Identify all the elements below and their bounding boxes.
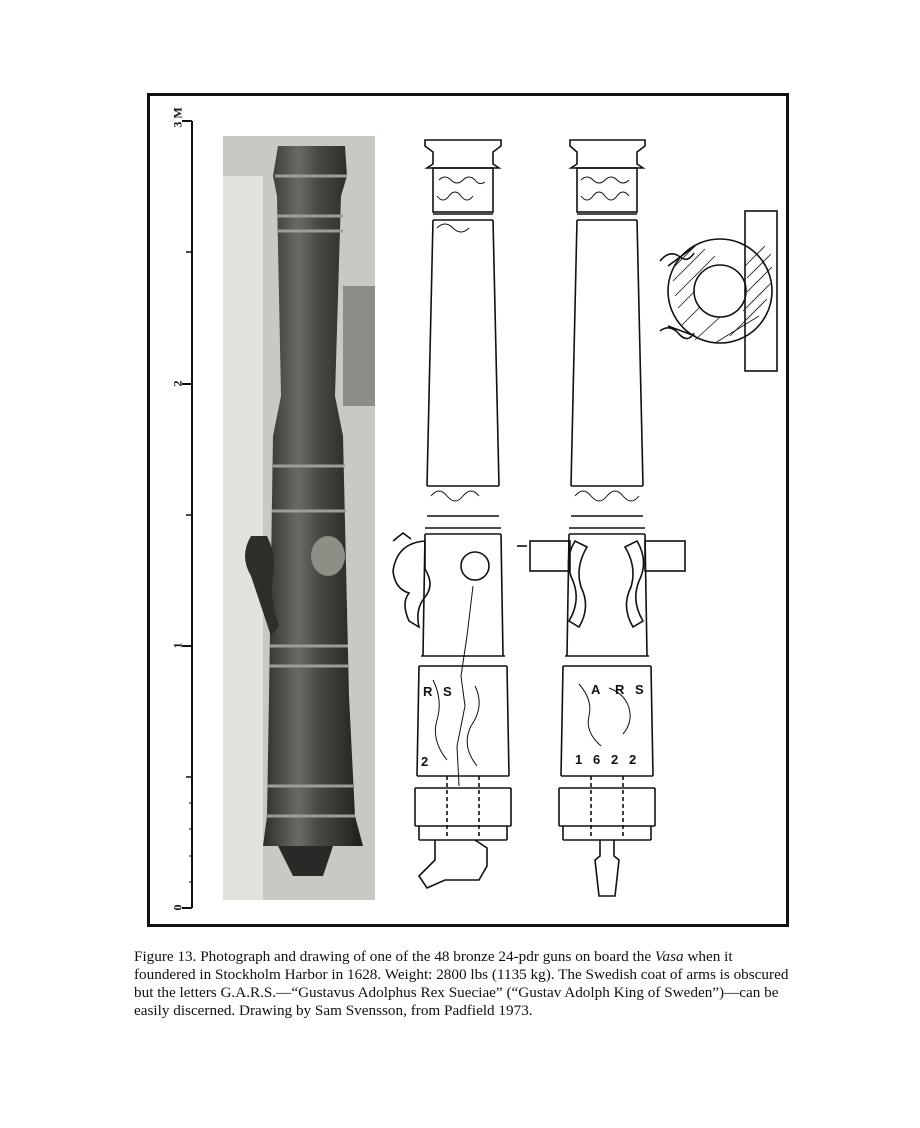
figure-caption bbox=[134, 948, 794, 1020]
side-letter-r: R bbox=[423, 684, 433, 699]
top-number-6: 6 bbox=[593, 752, 601, 767]
scale-unit-label: 3 M bbox=[170, 107, 185, 128]
scale-mark-2: 2 bbox=[170, 380, 185, 387]
top-number-1: 1 bbox=[575, 752, 583, 767]
cannon-side-view-drawing bbox=[393, 140, 511, 888]
cannon-drawings bbox=[375, 136, 790, 936]
side-number-2: 2 bbox=[421, 754, 429, 769]
caption-part-2: when it foundered in Stockholm Harbor in 1628. Weight: 2800 lbs (1135 kg). The Swedish coat of arms is obscured but the letters G.A.R.S.—“Gustavus Adolphus Rex Sueciae” (“Gustav Adolph King of Sweden”)—can be easily discerned. Drawing by Sam Svensson, from Padfield 1973. bbox=[134, 948, 789, 1019]
cannon-top-view-drawing bbox=[530, 140, 685, 896]
caption-ship-name: Vasa bbox=[654, 948, 684, 965]
scale-bar bbox=[150, 96, 210, 930]
top-letter-a: A bbox=[591, 682, 601, 697]
caption-part-1: Figure 13. Photograph and drawing of one of the 48 bronze 24-pdr guns on board the bbox=[134, 948, 655, 965]
top-letter-r: R bbox=[615, 682, 625, 697]
scale-mark-1: 1 bbox=[170, 642, 185, 649]
top-number-2b: 2 bbox=[629, 752, 637, 767]
trunnion-cross-section-drawing bbox=[660, 211, 777, 371]
side-letter-s: S bbox=[443, 684, 452, 699]
top-number-2a: 2 bbox=[611, 752, 619, 767]
figure-frame bbox=[147, 93, 789, 927]
top-letter-s: S bbox=[635, 682, 644, 697]
cannon-photograph bbox=[223, 136, 375, 900]
scale-mark-0: 0 bbox=[170, 904, 185, 911]
